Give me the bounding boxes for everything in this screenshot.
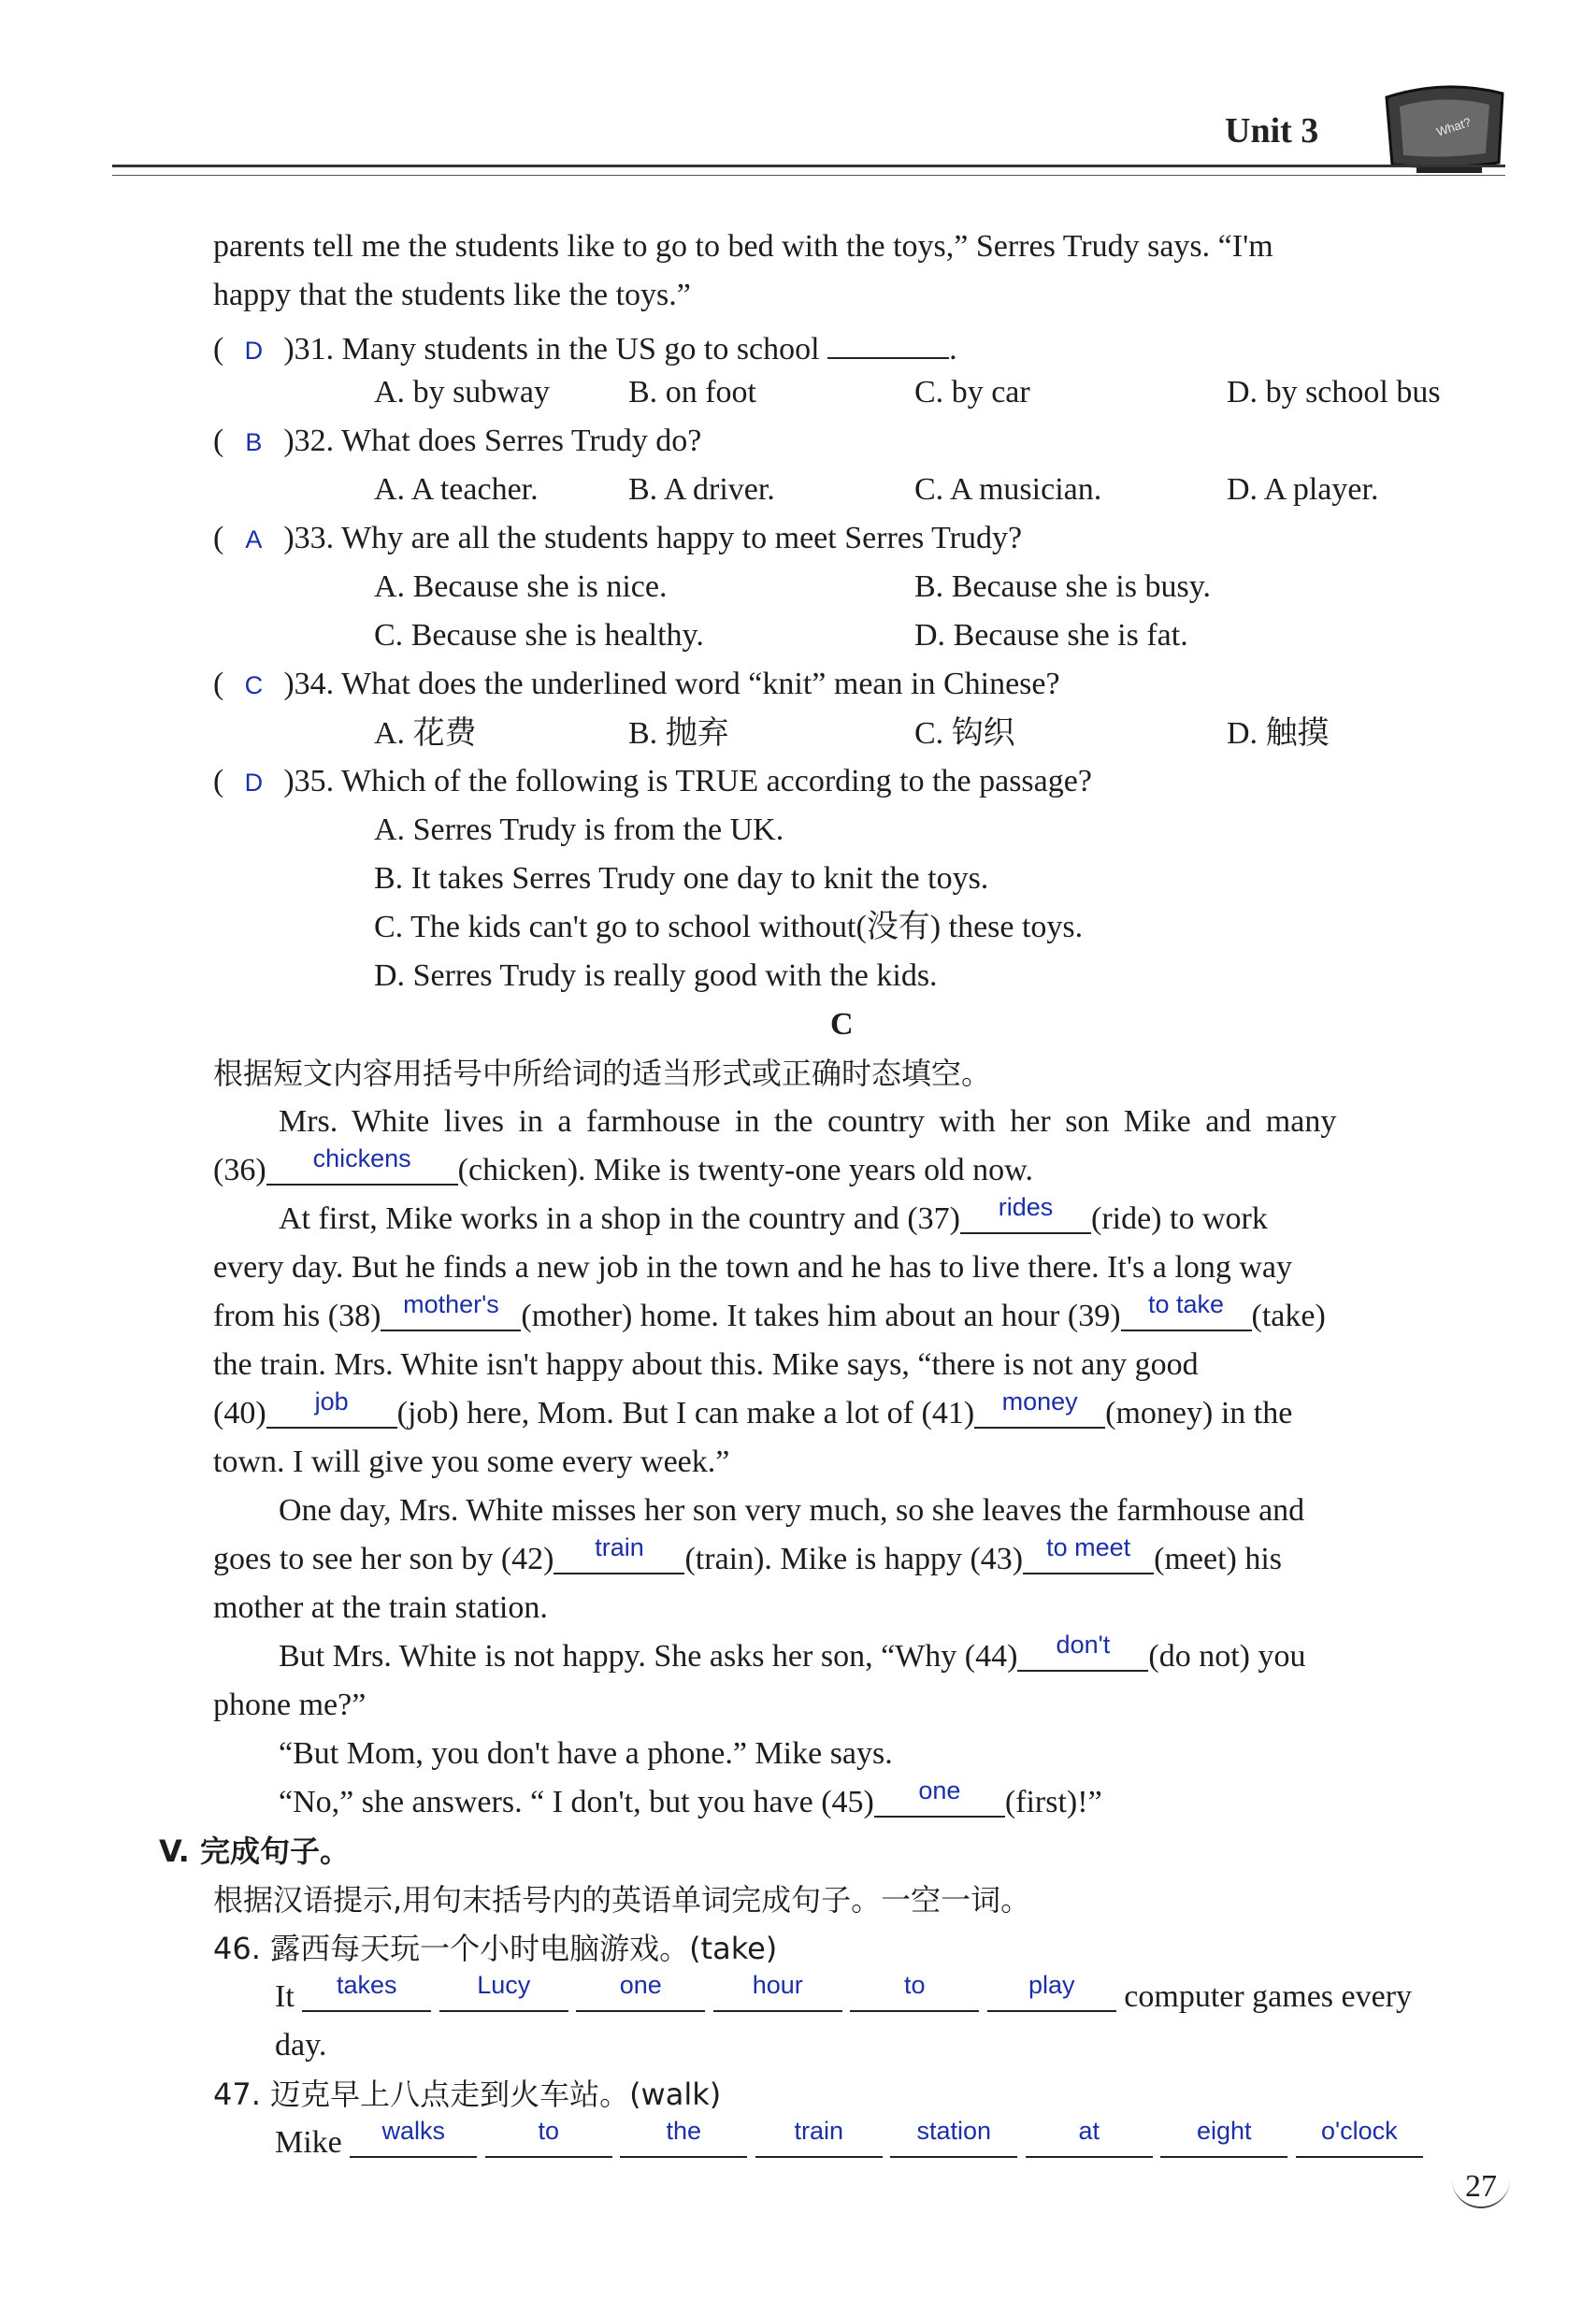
passage-c-line: But Mrs. White is not happy. She asks her son, “Why (44) $^{don't}$ (do not) you: [279, 1631, 1306, 1674]
question-34: ( C )34. What does the underlined word “knit” mean in Chinese?: [213, 664, 1060, 706]
answer-34: C: [244, 671, 264, 699]
page-number: 27: [1452, 2169, 1510, 2208]
answer-47-2: to: [538, 2117, 560, 2145]
answer-46-4: hour: [752, 1971, 803, 1999]
passage-c-line: “No,” she answers. “ I don't, but you have (45) $^{one}$ (first)!”: [279, 1776, 1102, 1819]
unit-label: Unit 3: [1225, 111, 1319, 151]
answer-37: rides: [998, 1193, 1054, 1221]
passage-c-line: from his (38) $^{mother's}$ (mother) home. It takes him about an hour (39) $^{to take}$ (take): [213, 1290, 1326, 1333]
answer-46-6: play: [1028, 1971, 1075, 1999]
option-35-d: D. Serres Trudy is really good with the kids.: [374, 958, 938, 993]
section-c-title: C: [830, 1007, 854, 1042]
answer-47-4: train: [794, 2117, 844, 2145]
question-46-answer-line: It $^{takes}$ $^{Lucy}$ $^{one}$ $^{hour}$ $^{to}$ $^{play}$ computer games every: [275, 1971, 1413, 2014]
tv-caption: What?: [1434, 114, 1473, 139]
passage-c-line: mother at the train station.: [213, 1590, 548, 1625]
question-32: ( B )32. What does Serres Trudy do?: [213, 421, 701, 463]
page-header: [0, 0, 1596, 215]
option-35-c: C. The kids can't go to school without(没有) these toys.: [374, 910, 1084, 944]
answer-47-5: station: [916, 2117, 992, 2145]
answer-39: to take: [1148, 1290, 1225, 1318]
answer-33: A: [245, 525, 263, 553]
answer-46-2: Lucy: [477, 1971, 531, 1999]
answer-31: D: [244, 337, 264, 365]
answer-46-3: one: [619, 1971, 662, 1999]
question-46-tail: day.: [275, 2028, 327, 2063]
question-46-prompt: 46. 露西每天玩一个小时电脑游戏。(take): [213, 1931, 778, 1966]
answer-47-3: the: [666, 2117, 702, 2145]
passage-c-line: (40) $^{job}$ (job) here, Mom. But I can make a lot of (41) $^{money}$ (money) in the: [213, 1387, 1293, 1430]
section-v-instruction: 根据汉语提示,用句末括号内的英语单词完成句子。一空一词。: [213, 1882, 1031, 1918]
question-47-prompt: 47. 迈克早上八点走到火车站。(walk): [213, 2077, 722, 2112]
question-31: ( D )31. Many students in the US go to school .: [213, 323, 957, 371]
passage-c-line: Mrs. White lives in a farmhouse in the country with her son Mike and many: [279, 1104, 1337, 1139]
header-rule: [112, 165, 1505, 167]
answer-41: money: [1001, 1387, 1078, 1416]
question-33: ( A )33. Why are all the students happy to meet Serres Trudy?: [213, 518, 1022, 560]
answer-40: job: [314, 1387, 349, 1416]
question-47-answer-line: Mike $^{walks}$ $^{to}$ $^{the}$ $^{train}$ $^{station}$ $^{at}$ $^{eight}$ $^{o'clock}$: [275, 2122, 1423, 2163]
header-rule-thin: [112, 175, 1505, 176]
passage-c-line: phone me?”: [213, 1688, 367, 1722]
answer-43: to meet: [1046, 1533, 1131, 1561]
passage-line: parents tell me the students like to go to bed with the toys,” Serres Trudy says. “I'm: [213, 229, 1273, 264]
answer-44: don't: [1056, 1631, 1111, 1659]
section-v-title: V. 完成句子。: [159, 1833, 350, 1869]
passage-c-line: town. I will give you some every week.”: [213, 1445, 730, 1479]
answer-47-6: at: [1078, 2117, 1100, 2145]
tv-icon: [1379, 77, 1510, 175]
passage-c-line: One day, Mrs. White misses her son very much, so she leaves the farmhouse and: [279, 1493, 1305, 1528]
answer-32: B: [245, 428, 263, 456]
answer-36: chickens: [312, 1144, 411, 1172]
answer-47-7: eight: [1197, 2117, 1252, 2145]
passage-c-line: At first, Mike works in a shop in the country and (37) $^{rides}$ (ride) to work: [279, 1193, 1268, 1236]
answer-47-8: o'clock: [1320, 2117, 1398, 2145]
answer-38: mother's: [403, 1290, 499, 1318]
option-35-a: A. Serres Trudy is from the UK.: [374, 812, 784, 847]
answer-42: train: [595, 1533, 644, 1561]
answer-46-5: to: [904, 1971, 926, 1999]
passage-c-line: every day. But he finds a new job in the town and he has to live there. It's a long way: [213, 1250, 1292, 1285]
answer-46-1: takes: [337, 1971, 397, 1999]
option-35-b: B. It takes Serres Trudy one day to knit the toys.: [374, 861, 989, 896]
passage-c-line: “But Mom, you don't have a phone.” Mike says.: [279, 1736, 893, 1771]
passage-c-line: (36) $^{chickens}$ (chicken). Mike is twenty-one years old now.: [213, 1144, 1033, 1187]
answer-35: D: [244, 769, 264, 797]
passage-c-line: the train. Mrs. White isn't happy about this. Mike says, “there is not any good: [213, 1347, 1199, 1382]
passage-line: happy that the students like the toys.”: [213, 278, 691, 312]
answer-47-1: walks: [381, 2117, 446, 2145]
answer-45: one: [918, 1776, 961, 1804]
passage-c-line: goes to see her son by (42) $^{train}$ (train). Mike is happy (43) $^{to meet}$ (meet) his: [213, 1533, 1283, 1576]
question-35: ( D )35. Which of the following is TRUE according to the passage?: [213, 761, 1092, 803]
section-c-instruction: 根据短文内容用括号中所给词的适当形式或正确时态填空。: [213, 1056, 992, 1091]
